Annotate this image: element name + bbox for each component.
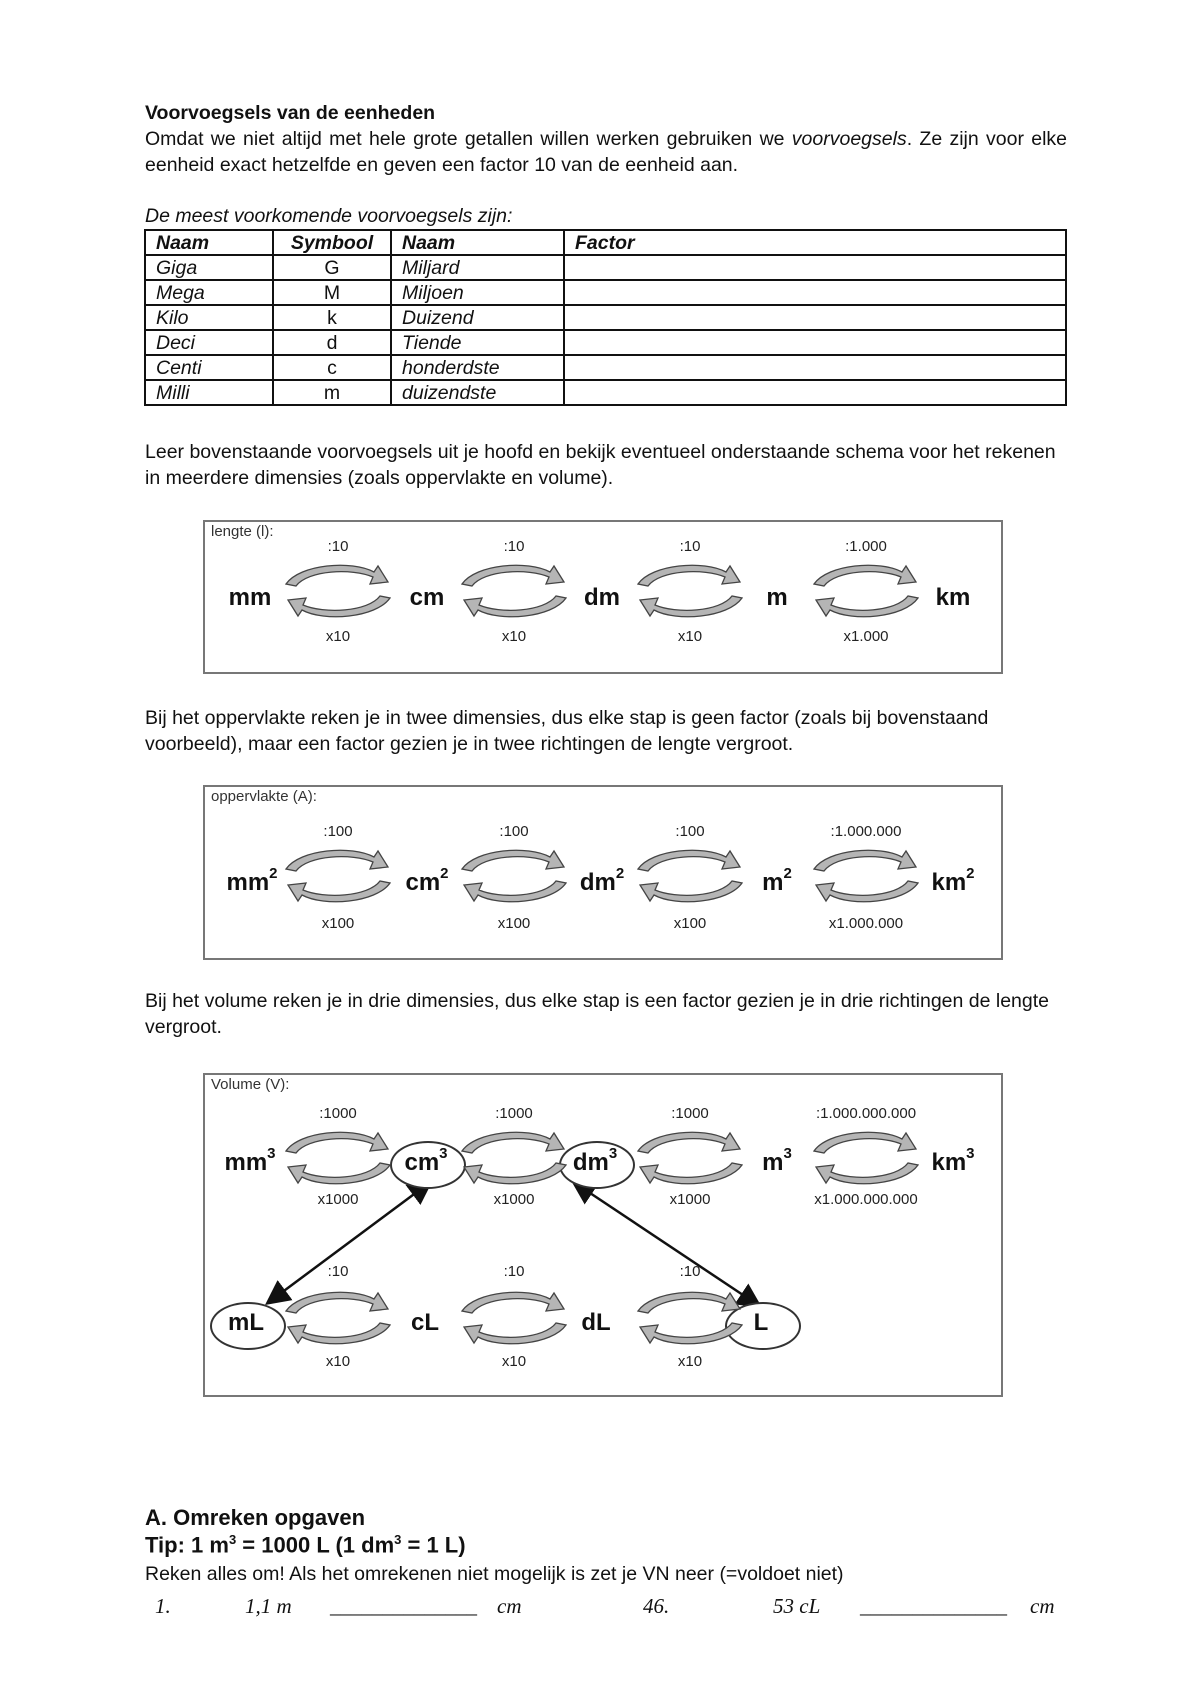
table-row — [145, 255, 1066, 280]
conversion-arrows — [806, 843, 926, 909]
cell-prefix-name: Centi — [145, 355, 273, 380]
conversion-arrows-multiply-arrow — [640, 881, 742, 902]
liquid-conversion-arrows — [454, 1285, 574, 1351]
unit-dl-text: dL — [581, 1309, 611, 1336]
conversion-arrows — [278, 843, 398, 909]
cell-prefix-name: Kilo — [145, 305, 273, 330]
exercise-given: 53 cL — [773, 1594, 821, 1618]
tip-exp2: 3 — [394, 1532, 402, 1547]
tip-suffix: = 1 L) — [401, 1532, 466, 1558]
cell-factor[interactable] — [564, 305, 1066, 330]
multiply-label: x1.000 — [843, 628, 889, 645]
conversion-arrows-divide-arrow — [638, 1132, 740, 1153]
liquid-multiply-label: x10 — [325, 1353, 351, 1370]
conversion-arrows-multiply-arrow — [288, 596, 390, 617]
liquid-multiply-label: x10 — [501, 1353, 527, 1370]
unit-km — [936, 584, 971, 612]
unit-mm — [229, 584, 272, 612]
exercise-number: 46. — [643, 1594, 670, 1618]
conversion-arrows-multiply-arrow — [464, 881, 566, 902]
cell-symbol: k — [273, 305, 391, 330]
intro-paragraph — [145, 126, 1067, 178]
table-row — [145, 280, 1066, 305]
conversion-arrows — [806, 558, 926, 624]
unit-m2-text: m — [762, 869, 784, 896]
exercise-number: 1. — [155, 1594, 171, 1618]
conversion-arrows-multiply-arrow — [640, 596, 742, 617]
unit-km3-text: km — [931, 1149, 967, 1176]
unit-m3 — [762, 1145, 792, 1177]
table-header-row — [145, 230, 1066, 255]
conversion-arrows — [630, 558, 750, 624]
unit-cm3-exponent: 3 — [439, 1145, 448, 1162]
divide-label: :1.000.000.000 — [815, 1105, 917, 1122]
liquid-multiply-label: x10 — [677, 1353, 703, 1370]
conversion-arrows-divide-arrow — [814, 565, 916, 586]
conversion-arrows-multiply-arrow — [288, 881, 390, 902]
unit-km2-text: km — [931, 869, 967, 896]
unit-dm-text: dm — [584, 584, 620, 611]
multiply-label: x1000 — [317, 1191, 359, 1208]
unit-cm-text: cm — [409, 584, 445, 611]
liquid-conversion-arrows-divide-arrow — [286, 1292, 388, 1313]
volume-diagram-title: Volume (V): — [211, 1076, 290, 1093]
unit-dm2-text: dm — [579, 869, 616, 896]
unit-km-text: km — [935, 584, 971, 611]
multiply-label: x1.000.000 — [828, 915, 904, 932]
conversion-arrows-divide-arrow — [638, 850, 740, 871]
divide-label: :1.000.000 — [830, 823, 902, 840]
unit-l-text: L — [753, 1309, 769, 1336]
divide-label: :1000 — [671, 1105, 709, 1122]
unit-cm3-text: cm — [404, 1149, 440, 1176]
unit-l — [754, 1309, 769, 1337]
answer-blank[interactable]: ______________ — [860, 1594, 1007, 1618]
unit-mm3 — [224, 1145, 276, 1177]
unit-mm3-exponent: 3 — [267, 1145, 276, 1162]
area-paragraph: Bij het oppervlakte reken je in twee dimensies, dus elke stap is geen factor (zoals bij bovenstaand voorbeeld), maar een factor gezien je in twee richtingen de lengte vergroot. — [145, 707, 989, 755]
cell-prefix-name: Deci — [145, 330, 273, 355]
conversion-arrows-divide-arrow — [638, 565, 740, 586]
cell-factor[interactable] — [564, 330, 1066, 355]
conversion-arrows — [454, 1125, 574, 1191]
cell-number-name: Tiende — [391, 330, 564, 355]
multiply-label: x10 — [677, 628, 703, 645]
multiply-label: x1000 — [493, 1191, 535, 1208]
conversion-arrows-multiply-arrow — [816, 881, 918, 902]
liquid-conversion-arrows-multiply-arrow — [288, 1323, 390, 1344]
conversion-arrows — [454, 558, 574, 624]
unit-mm2-exponent: 2 — [269, 865, 278, 882]
header-symbool: Symbool — [273, 230, 391, 255]
multiply-label: x1.000.000.000 — [814, 1191, 918, 1208]
header-naam: Naam — [145, 230, 273, 255]
header-factor: Factor — [564, 230, 1066, 255]
divide-label: :10 — [503, 538, 525, 555]
unit-m3-text: m — [762, 1149, 784, 1176]
cell-number-name: duizendste — [391, 380, 564, 405]
unit-dl — [581, 1309, 610, 1337]
area-diagram — [203, 785, 1003, 960]
unit-mm2-text: mm — [226, 869, 270, 896]
unit-ml — [228, 1309, 264, 1337]
unit-dm3-text: dm — [572, 1149, 609, 1176]
unit-dm2 — [579, 865, 625, 897]
divide-label: :1000 — [495, 1105, 533, 1122]
conversion-arrows-divide-arrow — [462, 850, 564, 871]
conversion-arrows-multiply-arrow — [464, 1163, 566, 1184]
unit-mm3-text: mm — [224, 1149, 268, 1176]
cell-prefix-name: Giga — [145, 255, 273, 280]
length-diagram — [203, 520, 1003, 674]
exercise-given: 1,1 m — [245, 1594, 292, 1618]
intro-text-a: Omdat we niet altijd met hele grote getallen willen werken gebruiken we — [145, 128, 785, 150]
divide-label: :100 — [675, 823, 705, 840]
table-row — [145, 305, 1066, 330]
conversion-arrows-divide-arrow — [286, 1132, 388, 1153]
divide-label: :1.000 — [845, 538, 887, 555]
cell-symbol: G — [273, 255, 391, 280]
table-row — [145, 380, 1066, 405]
conversion-arrows-multiply-arrow — [288, 1163, 390, 1184]
conversion-arrows — [454, 843, 574, 909]
cell-symbol: M — [273, 280, 391, 305]
unit-km2-exponent: 2 — [966, 865, 975, 882]
cell-number-name: honderdste — [391, 355, 564, 380]
unit-m — [766, 584, 787, 612]
table-caption: De meest voorkomende voorvoegsels zijn: — [145, 205, 513, 227]
tip-line — [145, 1532, 466, 1558]
volume-paragraph: Bij het volume reken je in drie dimensies, dus elke stap is een factor gezien je in drie richtingen de lengte vergroot. — [145, 990, 1050, 1038]
cell-factor[interactable] — [564, 380, 1066, 405]
liquid-divide-label: :10 — [327, 1263, 349, 1280]
cell-factor[interactable] — [564, 355, 1066, 380]
multiply-label: x1000 — [669, 1191, 711, 1208]
intro-emphasis: voorvoegsels — [791, 128, 907, 150]
intro-text-b: . Ze zijn voor elke eenheid exact hetzelfde en geven een factor 10 van de eenheid aan. — [145, 128, 1067, 176]
conversion-arrows-divide-arrow — [462, 1132, 564, 1153]
liquid-conversion-arrows — [630, 1285, 750, 1351]
conversion-arrows — [630, 843, 750, 909]
unit-cm — [410, 584, 445, 612]
cell-number-name: Miljoen — [391, 280, 564, 305]
exercise-target: cm — [497, 1594, 522, 1618]
unit-dm — [584, 584, 620, 612]
divide-label: :10 — [679, 538, 701, 555]
multiply-label: x100 — [673, 915, 707, 932]
divide-label: :1000 — [319, 1105, 357, 1122]
unit-dm3 — [572, 1145, 618, 1177]
unit-cl-text: cL — [410, 1309, 440, 1336]
table-row — [145, 330, 1066, 355]
unit-cm2 — [405, 865, 449, 897]
multiply-label: x10 — [501, 628, 527, 645]
cell-symbol: m — [273, 380, 391, 405]
liquid-conversion-arrows — [278, 1285, 398, 1351]
cell-prefix-name: Milli — [145, 380, 273, 405]
unit-km2 — [931, 865, 975, 897]
unit-dm3-exponent: 3 — [608, 1145, 618, 1162]
unit-mm2 — [226, 865, 278, 897]
conversion-arrows-divide-arrow — [814, 850, 916, 871]
unit-cl — [411, 1309, 439, 1337]
liquid-conversion-arrows-multiply-arrow — [640, 1323, 742, 1344]
conversion-arrows-multiply-arrow — [816, 1163, 918, 1184]
cell-factor[interactable] — [564, 280, 1066, 305]
tip-mid: = 1000 L (1 dm — [236, 1532, 395, 1558]
multiply-label: x100 — [321, 915, 355, 932]
prefix-table — [144, 229, 1067, 406]
unit-km3-exponent: 3 — [966, 1145, 975, 1162]
cell-symbol: d — [273, 330, 391, 355]
unit-cm3 — [404, 1145, 448, 1177]
page-title: Voorvoegsels van de eenheden — [145, 102, 436, 124]
liquid-conversion-arrows-divide-arrow — [462, 1292, 564, 1313]
conversion-arrows — [278, 558, 398, 624]
unit-cm2-text: cm — [405, 869, 441, 896]
header-naam-2: Naam — [391, 230, 564, 255]
conversion-arrows-divide-arrow — [814, 1132, 916, 1153]
table-row — [145, 355, 1066, 380]
liquid-divide-label: :10 — [679, 1263, 701, 1280]
unit-m3-exponent: 3 — [783, 1145, 792, 1162]
conversion-arrows — [278, 1125, 398, 1191]
conversion-arrows-divide-arrow — [286, 565, 388, 586]
unit-km3 — [931, 1145, 975, 1177]
tip-exp1: 3 — [228, 1532, 237, 1547]
conversion-arrows-multiply-arrow — [464, 596, 566, 617]
unit-m2 — [762, 865, 792, 897]
divide-label: :100 — [323, 823, 353, 840]
tip-prefix: Tip: 1 m — [145, 1532, 229, 1558]
unit-mm-text: mm — [228, 584, 272, 611]
conversion-arrows-multiply-arrow — [816, 596, 918, 617]
liquid-conversion-arrows-multiply-arrow — [464, 1323, 566, 1344]
multiply-label: x10 — [325, 628, 351, 645]
volume-diagram — [203, 1073, 1003, 1397]
unit-ml-text: mL — [228, 1309, 264, 1336]
conversion-arrows — [630, 1125, 750, 1191]
unit-m-text: m — [766, 584, 788, 611]
cell-number-name: Duizend — [391, 305, 564, 330]
learn-paragraph: Leer bovenstaande voorvoegsels uit je hoofd en bekijk eventueel onderstaande schema voor het rekenen in meerdere dimensies (zoals oppervlakte en volume). — [145, 441, 1056, 489]
conversion-arrows-multiply-arrow — [640, 1163, 742, 1184]
divide-label: :100 — [499, 823, 529, 840]
conversion-arrows — [806, 1125, 926, 1191]
conversion-arrows-divide-arrow — [286, 850, 388, 871]
exercise-target: cm — [1030, 1594, 1055, 1618]
cell-prefix-name: Mega — [145, 280, 273, 305]
unit-dm2-exponent: 2 — [615, 865, 625, 882]
multiply-label: x100 — [497, 915, 531, 932]
cell-number-name: Miljard — [391, 255, 564, 280]
instructions: Reken alles om! Als het omrekenen niet mogelijk is zet je VN neer (=voldoet niet) — [145, 1563, 844, 1585]
cell-factor[interactable] — [564, 255, 1066, 280]
answer-blank[interactable]: ______________ — [330, 1594, 477, 1618]
unit-m2-exponent: 2 — [783, 865, 792, 882]
section-a-title: A. Omreken opgaven — [145, 1505, 366, 1530]
divide-label: :10 — [327, 538, 349, 555]
liquid-divide-label: :10 — [503, 1263, 525, 1280]
liquid-conversion-arrows-divide-arrow — [638, 1292, 740, 1313]
cell-symbol: c — [273, 355, 391, 380]
area-diagram-title: oppervlakte (A): — [211, 788, 317, 805]
length-diagram-title: lengte (l): — [211, 523, 274, 540]
unit-cm2-exponent: 2 — [440, 865, 449, 882]
conversion-arrows-divide-arrow — [462, 565, 564, 586]
